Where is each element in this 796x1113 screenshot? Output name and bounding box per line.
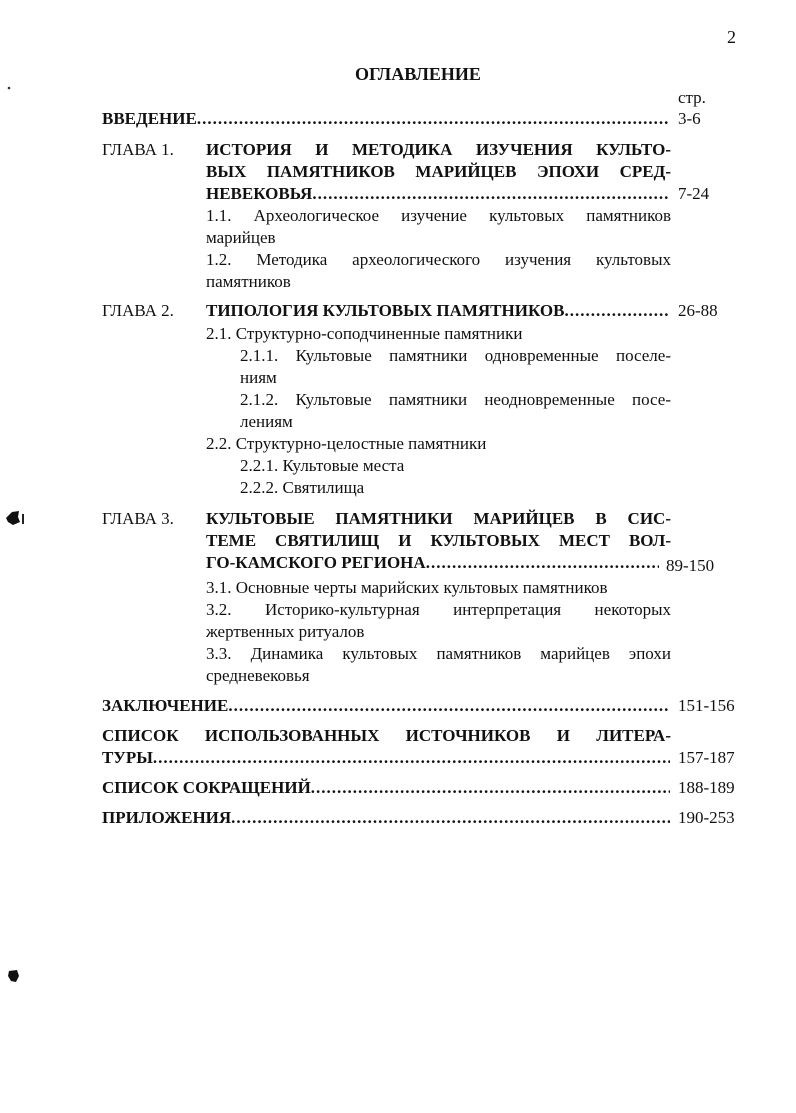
chapter-1-title-line-2: ВЫХ ПАМЯТНИКОВ МАРИЙЦЕВ ЭПОХИ СРЕД- — [206, 162, 671, 181]
ink-blot — [4, 508, 26, 528]
toc-pages-abbreviations: 188-189 — [678, 778, 735, 797]
section-2-1-2-line-1: 2.1.2. Культовые памятники неодновременные посе- — [240, 390, 671, 409]
toc-label-introduction: ВВЕДЕНИЕ — [102, 109, 197, 128]
chapter-1-pages: 7-24 — [678, 184, 710, 203]
chapter-1-label: ГЛАВА 1. — [102, 140, 174, 159]
section-1-2-line-2: памятников — [206, 272, 291, 291]
toc-pages-sources: 157-187 — [678, 748, 735, 767]
page-column-label: стр. — [678, 88, 706, 107]
section-2-1-2-line-2: лениям — [240, 412, 293, 431]
chapter-2-pages: 26-88 — [678, 301, 718, 320]
page-title: ОГЛАВЛЕНИЕ — [355, 64, 481, 84]
section-3-1: 3.1. Основные черты марийских культовых памятников — [206, 578, 608, 597]
chapter-3-label: ГЛАВА 3. — [102, 509, 174, 528]
section-2-1: 2.1. Структурно-соподчиненные памятники — [206, 324, 523, 343]
toc-pages-introduction: 3-6 — [678, 109, 701, 128]
scan-speck — [6, 85, 14, 93]
chapter-3-title-line-3: ГО-КАМСКОГО РЕГИОНА ..... — [206, 553, 659, 573]
toc-entry-sources-line-1: СПИСОК ИСПОЛЬЗОВАННЫХ ИСТОЧНИКОВ И ЛИТЕРА- — [102, 726, 671, 745]
section-1-1-line-1: 1.1. Археологическое изучение культовых памятников — [206, 206, 671, 225]
toc-pages-conclusion: 151-156 — [678, 696, 735, 715]
chapter-1-title-line-3: НЕВЕКОВЬЯ ..... — [206, 184, 670, 204]
toc-entry-introduction — [102, 109, 670, 129]
toc-entry-abbreviations: СПИСОК СОКРАЩЕНИЙ ..... — [102, 778, 670, 798]
section-3-2-line-2: жертвенных ритуалов — [206, 622, 365, 641]
page-number: 2 — [727, 27, 736, 47]
chapter-3-pages: 89-150 — [666, 556, 715, 575]
section-3-3-line-1: 3.3. Динамика культовых памятников марийцев эпохи — [206, 644, 671, 663]
ink-blot — [6, 968, 22, 986]
chapter-2-title: ТИПОЛОГИЯ КУЛЬТОВЫХ ПАМЯТНИКОВ ..... — [206, 301, 670, 321]
chapter-3-title-line-1: КУЛЬТОВЫЕ ПАМЯТНИКИ МАРИЙЦЕВ В СИС- — [206, 509, 671, 528]
toc-entry-appendices: ПРИЛОЖЕНИЯ ..... — [102, 808, 670, 828]
chapter-2-label: ГЛАВА 2. — [102, 301, 174, 320]
section-1-2-line-1: 1.2. Методика археологического изучения культовых — [206, 250, 671, 269]
toc-entry-sources-line-2: ТУРЫ ..... — [102, 748, 670, 768]
section-2-2: 2.2. Структурно-целостные памятники — [206, 434, 487, 453]
chapter-3-title-line-2: ТЕМЕ СВЯТИЛИЩ И КУЛЬТОВЫХ МЕСТ ВОЛ- — [206, 531, 671, 550]
section-2-1-1-line-2: ниям — [240, 368, 277, 387]
section-2-2-2: 2.2.2. Святилища — [240, 478, 365, 497]
section-3-3-line-2: средневековья — [206, 666, 310, 685]
chapter-1-title-line-1: ИСТОРИЯ И МЕТОДИКА ИЗУЧЕНИЯ КУЛЬТО- — [206, 140, 671, 159]
section-2-1-1-line-1: 2.1.1. Культовые памятники одновременные поселе- — [240, 346, 671, 365]
toc-entry-conclusion: ЗАКЛЮЧЕНИЕ ..... — [102, 696, 670, 716]
section-3-2-line-1: 3.2. Историко-культурная интерпретация некоторых — [206, 600, 671, 619]
section-1-1-line-2: марийцев — [206, 228, 276, 247]
section-2-2-1: 2.2.1. Культовые места — [240, 456, 405, 475]
toc-pages-appendices: 190-253 — [678, 808, 735, 827]
